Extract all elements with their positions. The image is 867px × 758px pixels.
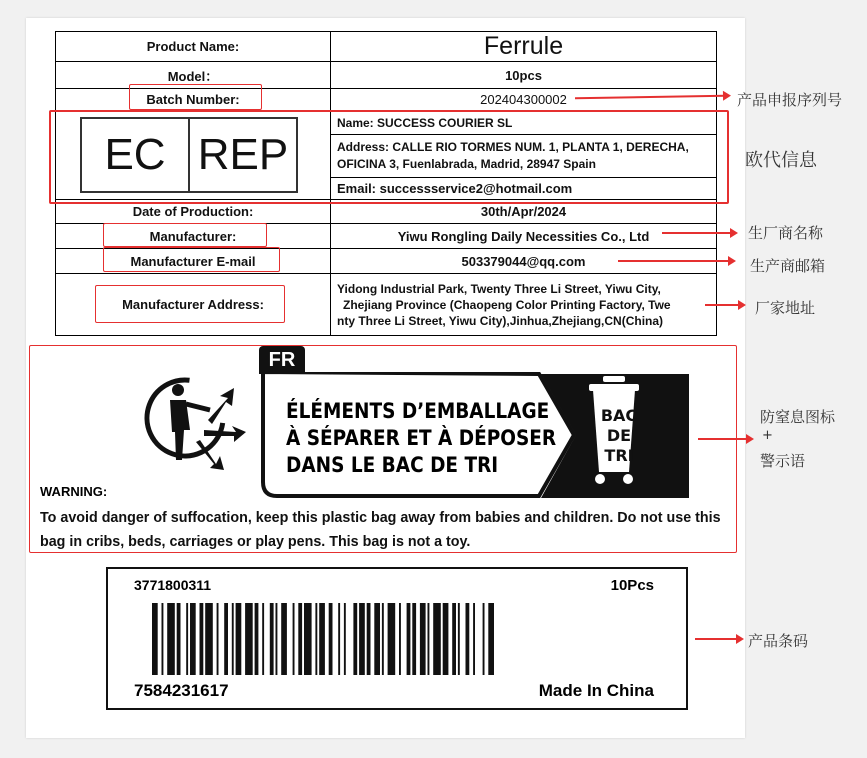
address-annotation: 厂家地址 [755,299,816,317]
barcode-bars [152,603,652,675]
ec-rep-name: Name: SUCCESS COURIER SL [331,111,717,135]
ec-rep-annotation: 欧代信息 [745,150,817,171]
barcode-bar [466,603,470,675]
warning-line-1: To avoid danger of suffocation, keep this plastic bag away from babies and children. Do not use this [40,510,721,526]
barcode-bar [359,603,365,675]
barcode-bar [399,603,401,675]
barcode-bar [367,603,371,675]
product-name-label: Product Name: [56,32,331,62]
barcode-bar [428,603,430,675]
barcode-bar [388,603,396,675]
manufacturer-address-line2: Zhejiang Province (Chaopeng Color Printing Factory, Twe [343,297,671,312]
barcode-bar [443,603,449,675]
barcode-bar [200,603,204,675]
barcode-label [106,567,688,710]
barcode-bar [412,603,416,675]
barcode-arrow [695,638,738,640]
barcode-quantity: 10Pcs [610,577,654,594]
sorting-line-3: DANS LE BAC DE TRI [286,453,499,477]
barcode-annotation: 产品条码 [748,632,809,650]
manufacturer-address-value [331,274,717,336]
barcode-bar [262,603,264,675]
manufacturer-address-label: Manufacturer Address: [56,274,331,336]
sorting-line-2: À SÉPARER ET À DÉPOSER [286,426,557,450]
barcode-bar [433,603,441,675]
sorting-line-1: ÉLÉMENTS D’EMBALLAGE [286,399,550,423]
barcode-bar [281,603,287,675]
barcode-bar [473,603,475,675]
bin-label [596,406,642,466]
model-value: 10pcs [331,62,717,89]
batch-number-label: Batch Number: [56,89,331,111]
ec-rep-highlight-box [49,110,729,204]
email-highlight-box [103,247,280,272]
barcode-bar [452,603,456,675]
manufacturer-email-label: Manufacturer E-mail [56,249,331,274]
batch-annotation: 产品申报序列号 [737,91,843,109]
ec-text: EC [82,119,190,191]
barcode-bar [236,603,242,675]
barcode-bar [276,603,278,675]
barcode-bar [315,603,317,675]
barcode-bar [344,603,346,675]
email-annotation: 生产商邮箱 [750,257,826,275]
ec-rep-email: Email: successservice2@hotmail.com [331,177,717,199]
sorting-instructions [286,398,556,479]
fr-badge: FR [259,346,305,374]
barcode-bar [152,603,158,675]
manufacturer-highlight-box [103,223,267,247]
warning-annotation-1: 防窒息图标 [760,408,836,426]
production-date-label: Date of Production: [56,200,331,224]
bin-label-2: DE [606,426,632,445]
manufacturer-email-value: 503379044@qq.com [331,249,717,274]
address-arrow [705,304,740,306]
barcode-bar [190,603,196,675]
barcode-bar [420,603,426,675]
triman-recycle-icon [140,370,250,470]
barcode-bar [205,603,213,675]
product-name-value: Ferrule [331,32,717,62]
barcode-bar [270,603,274,675]
model-label: Model： [56,62,331,89]
manufacturer-label: Manufacturer: [56,224,331,249]
barcode-bar [177,603,181,675]
email-arrow [618,260,730,262]
barcode-bar [319,603,325,675]
barcode-bottom-number: 7584231617 [134,681,229,700]
manufacturer-arrow [662,232,732,234]
barcode-bar [217,603,219,675]
warning-arrow [698,438,748,440]
batch-number-value: 202404300002 [331,89,717,111]
barcode-bar [329,603,333,675]
barcode-top-number: 3771800311 [134,577,212,593]
bin-label-1: BAC [600,406,638,425]
barcode-bar [298,603,302,675]
barcode-bar [407,603,411,675]
ec-rep-address-line1: Address: CALLE RIO TORMES NUM. 1, PLANTA 1, DERECHA, [337,140,689,154]
barcode-bar [255,603,259,675]
manufacturer-value: Yiwu Rongling Daily Necessities Co., Ltd [331,224,717,249]
production-date-value: 30th/Apr/2024 [331,200,717,224]
barcode-bar [353,603,357,675]
barcode-bar [488,603,494,675]
bin-label-3: TRI [604,446,634,465]
barcode-bar [162,603,164,675]
barcode-bar [458,603,460,675]
address-highlight-box [95,285,285,323]
barcode-bar [224,603,228,675]
barcode-bar [338,603,340,675]
barcode-bar [293,603,295,675]
barcode-bar [167,603,175,675]
barcode-bar [245,603,253,675]
barcode-bar [374,603,380,675]
manufacturer-address-line1: Yidong Industrial Park, Twenty Three Li Street, Yiwu City, [337,281,661,296]
warning-text [40,506,734,554]
rep-text: REP [197,130,289,179]
manufacturer-address-line3: nty Three Li Street, Yiwu City),Jinhua,Zhejiang,CN(China) [337,313,664,328]
manufacturer-annotation: 生厂商名称 [748,224,824,242]
barcode-bar [186,603,188,675]
ec-rep-address-line2: OFICINA 3, Fuenlabrada, Madrid, 28947 Spain [337,157,596,171]
warning-line-2: bag in cribs, beds, carriages or play pens. This bag is not a toy. [40,534,471,550]
barcode-bar [232,603,234,675]
batch-highlight-box [129,84,262,110]
warning-annotation-3: 警示语 [760,452,806,470]
made-in-label: Made In China [538,681,654,700]
barcode-bar [304,603,312,675]
barcode-bar [483,603,485,675]
warning-annotation-2: + [762,428,773,443]
barcode-bar [382,603,384,675]
warning-title: WARNING: [40,484,108,499]
